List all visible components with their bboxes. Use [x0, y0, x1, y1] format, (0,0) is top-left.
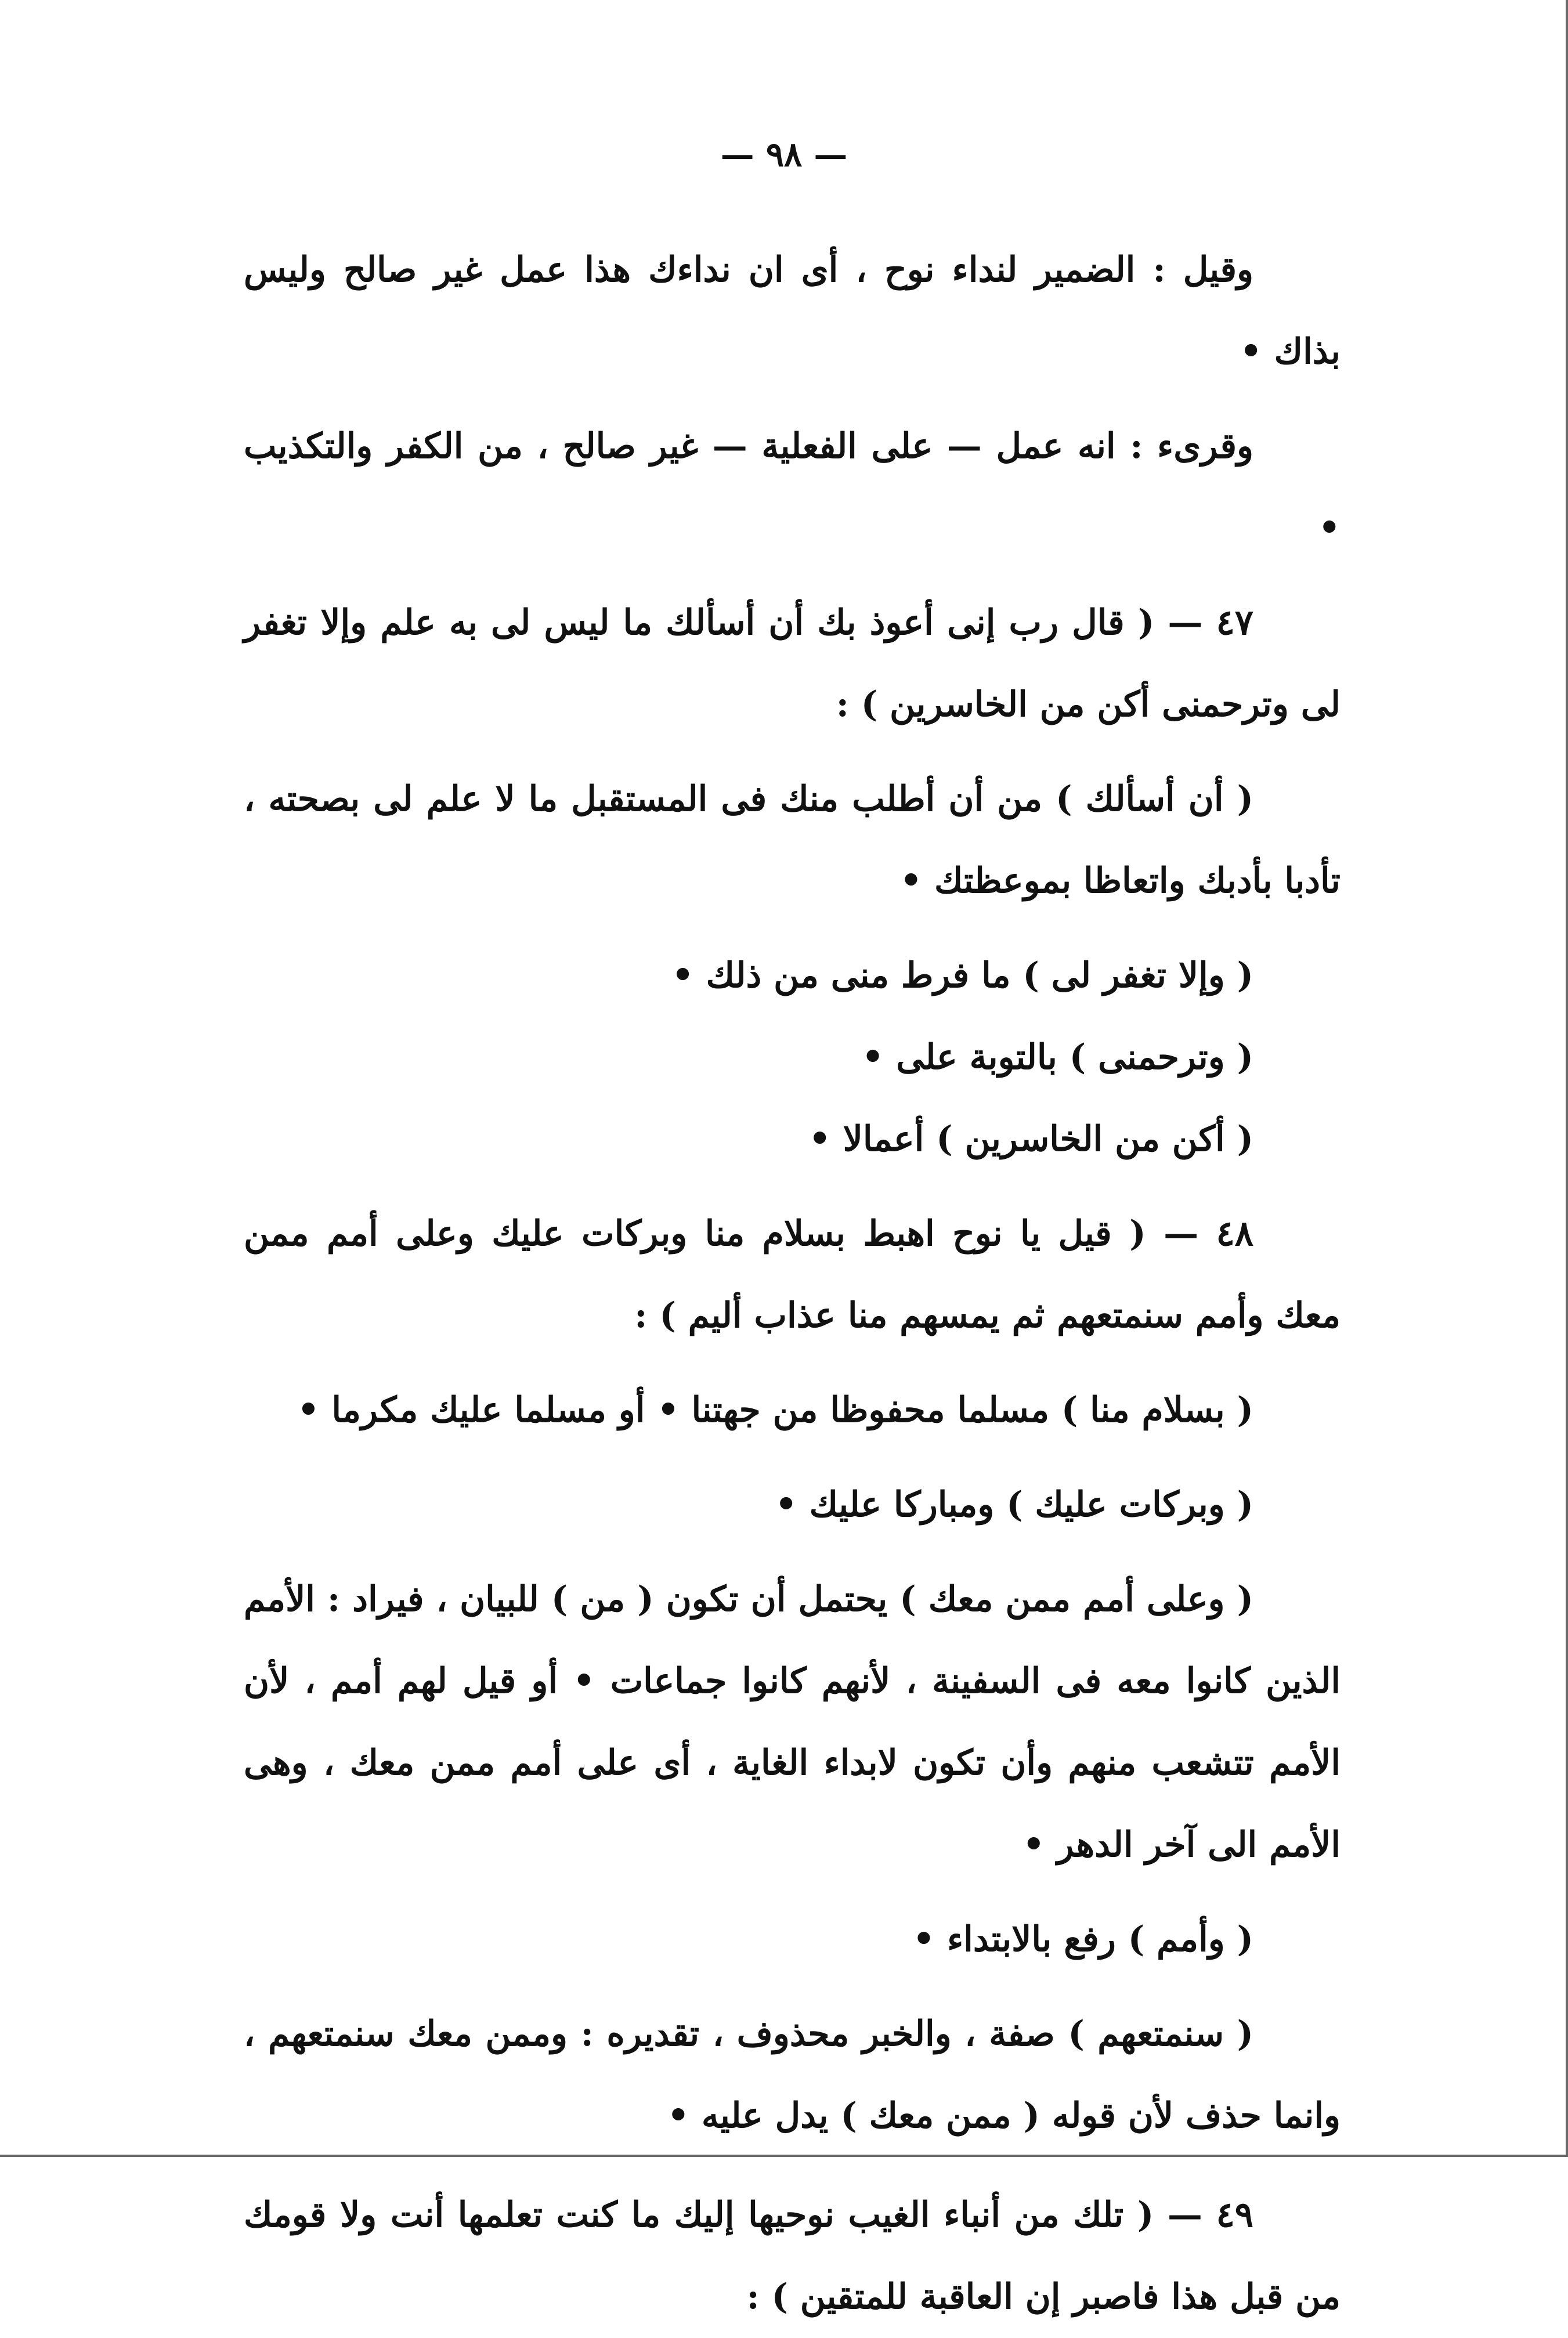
- paragraph-1: وقيل : الضمير لنداء نوح ، أى ان نداءك هذا عمل غير صالح وليس بذاك •: [244, 250, 1341, 372]
- verse-48: ٤٨ — ( قيل يا نوح اهبط بسلام منا وبركات عليك وعلى أمم ممن معك وأمم سنمتعهم ثم يمسهم منا عذاب أليم ) :: [244, 1213, 1341, 1336]
- paragraph-4: ( أن أسألك ) من أن أطلب منك فى المستقبل ما لا علم لى بصحته ، تأدبا بأدبك واتعاظا بموعظتك •: [244, 779, 1341, 901]
- paragraph-9: ( بسلام منا ) مسلما محفوظا من جهتنا • أو مسلما عليك مكرما •: [297, 1390, 1253, 1430]
- paragraph-13: ( سنمتعهم ) صفة ، والخبر محذوف ، تقديره : وممن معك سنمتعهم ، وانما حذف لأن قوله ( ممن معك ) يدل عليه •: [244, 2014, 1341, 2136]
- verse-49: ٤٩ — ( تلك من أنباء الغيب نوحيها إليك ما كنت تعلمها أنت ولا قومك من قبل هذا فاصبر إن العاقبة للمتقين ) :: [244, 2195, 1341, 2317]
- page-body: [244, 229, 1341, 2338]
- paragraph-5: ( وإلا تغفر لى ) ما فرط منى من ذلك •: [671, 955, 1253, 996]
- paragraph-11: ( وعلى أمم ممن معك ) يحتمل أن تكون ( من ) للبيان ، فيراد : الأمم الذين كانوا معه فى السفينة ، لأنهم كانوا جماعات • أو قيل لهم أمم ، لأن الأمم تتشعب منهم وأن تكون لابداء الغاية ، أى على أمم ممن معك ، وهى الأمم الى آخر الدهر •: [244, 1579, 1341, 1865]
- paragraph-6: ( وترحمنى ) بالتوبة على •: [861, 1037, 1253, 1078]
- paragraph-12: ( وأمم ) رفع بالابتداء •: [912, 1919, 1253, 1960]
- verse-47: ٤٧ — ( قال رب إنى أعوذ بك أن أسألك ما ليس لى به علم وإلا تغفر لى وترحمنى أكن من الخاسرين ) :: [244, 602, 1341, 725]
- paragraph-7: ( أكن من الخاسرين ) أعمالا •: [808, 1119, 1253, 1159]
- page-number: — ٩٨ —: [720, 135, 848, 174]
- paragraph-2: وقرىء : انه عمل — على الفعلية — غير صالح ، من الكفر والتكذيب •: [244, 426, 1341, 548]
- paragraph-10: ( وبركات عليك ) ومباركا عليك •: [775, 1484, 1253, 1525]
